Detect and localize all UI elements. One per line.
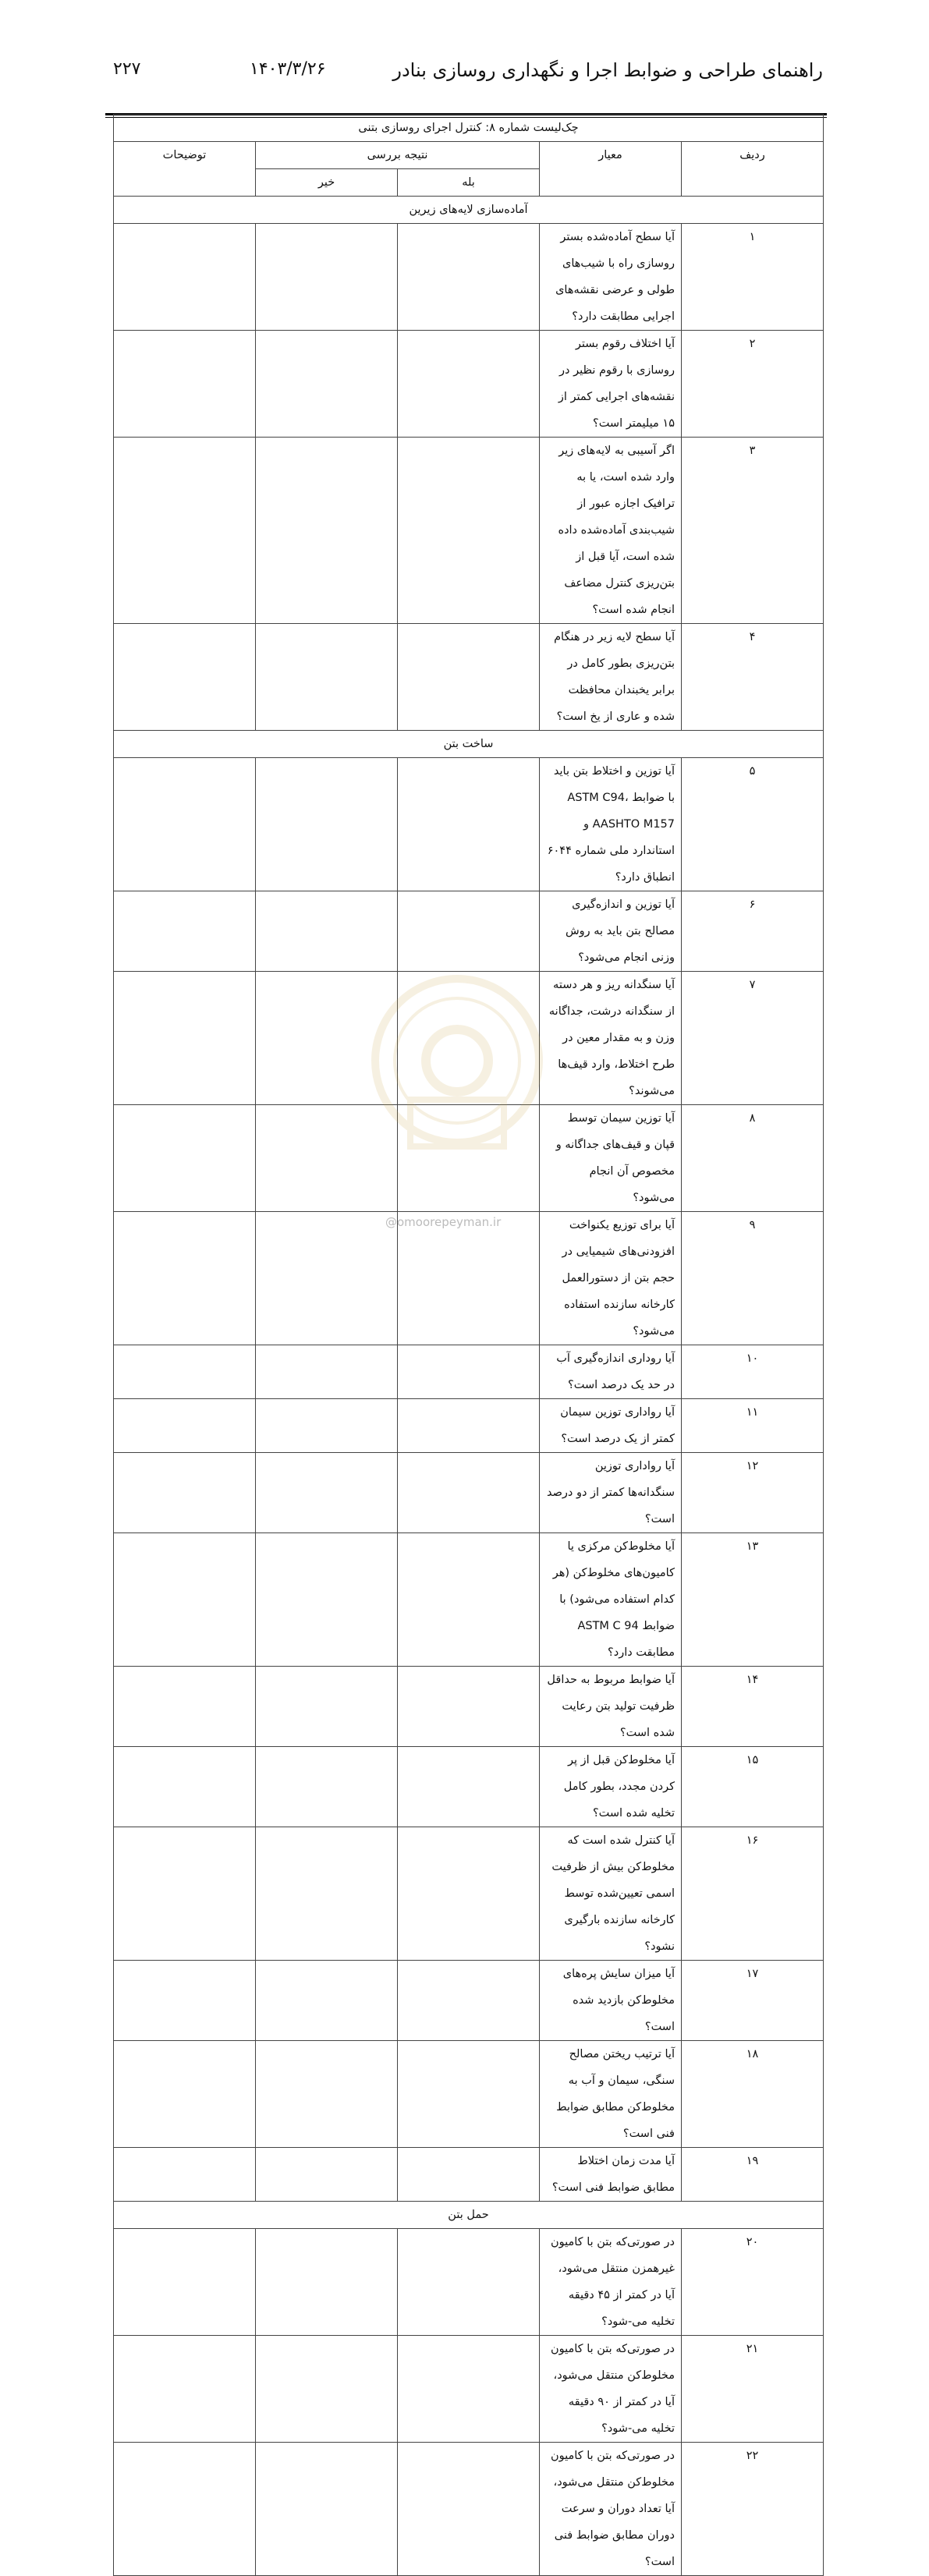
notes-cell[interactable]	[114, 1105, 256, 1212]
criterion-text: آیا سطح لایه زیر در هنگام بتن‌ریزی بطور کامل در برابر یخبندان محافظت شده و عاری از یخ است؟	[540, 624, 682, 731]
row-number: ۶	[682, 891, 824, 972]
no-checkbox-cell[interactable]	[256, 1747, 398, 1827]
checklist-table	[113, 114, 824, 2576]
no-checkbox-cell[interactable]	[256, 1453, 398, 1533]
section-row	[114, 731, 824, 758]
row-number: ۱۲	[682, 1453, 824, 1533]
yes-checkbox-cell[interactable]	[398, 438, 540, 624]
yes-checkbox-cell[interactable]	[398, 2443, 540, 2576]
no-checkbox-cell[interactable]	[256, 758, 398, 891]
criterion-text: آیا کنترل شده است که مخلوط‌کن بیش از ظرفیت اسمی تعیین‌شده توسط کارخانه سازنده بارگیری نشود؟	[540, 1827, 682, 1961]
notes-cell[interactable]	[114, 624, 256, 731]
notes-cell[interactable]	[114, 2148, 256, 2202]
criterion-text: آیا مخلوط‌کن مرکزی یا کامیون‌های مخلوط‌کن (هر کدام استفاده می‌شود) با ضوابط ASTM C 94 مطابقت دارد؟	[540, 1533, 682, 1667]
yes-checkbox-cell[interactable]	[398, 224, 540, 331]
yes-checkbox-cell[interactable]	[398, 624, 540, 731]
document-date: ۱۴۰۳/۳/۲۶	[250, 59, 326, 79]
no-checkbox-cell[interactable]	[256, 972, 398, 1105]
yes-checkbox-cell[interactable]	[398, 2336, 540, 2443]
criterion-text: آیا رواداری توزین سیمان کمتر از یک درصد است؟	[540, 1399, 682, 1453]
row-number: ۱۴	[682, 1667, 824, 1747]
table-row	[114, 1667, 824, 1747]
no-checkbox-cell[interactable]	[256, 224, 398, 331]
notes-cell[interactable]	[114, 2336, 256, 2443]
notes-cell[interactable]	[114, 1345, 256, 1399]
no-checkbox-cell[interactable]	[256, 1961, 398, 2041]
criterion-text: آیا مخلوط‌کن قبل از پر کردن مجدد، بطور کامل تخلیه شده است؟	[540, 1747, 682, 1827]
yes-checkbox-cell[interactable]	[398, 972, 540, 1105]
table-row	[114, 2148, 824, 2202]
table-row	[114, 758, 824, 891]
checklist-body	[114, 197, 824, 2576]
notes-cell[interactable]	[114, 1453, 256, 1533]
no-checkbox-cell[interactable]	[256, 1533, 398, 1667]
yes-checkbox-cell[interactable]	[398, 1533, 540, 1667]
table-row	[114, 1105, 824, 1212]
table-row	[114, 1345, 824, 1399]
yes-checkbox-cell[interactable]	[398, 1399, 540, 1453]
table-row	[114, 2041, 824, 2148]
yes-checkbox-cell[interactable]	[398, 758, 540, 891]
no-checkbox-cell[interactable]	[256, 1105, 398, 1212]
row-number: ۹	[682, 1212, 824, 1345]
criterion-text: آیا رواداری توزین سنگدانه‌ها کمتر از دو درصد است؟	[540, 1453, 682, 1533]
row-number: ۴	[682, 624, 824, 731]
no-checkbox-cell[interactable]	[256, 1399, 398, 1453]
page-header	[113, 55, 823, 94]
watermark-text: @omoorepeyman.ir	[385, 1215, 502, 1229]
row-number: ۱۳	[682, 1533, 824, 1667]
notes-cell[interactable]	[114, 1961, 256, 2041]
row-number: ۱	[682, 224, 824, 331]
no-checkbox-cell[interactable]	[256, 2041, 398, 2148]
yes-checkbox-cell[interactable]	[398, 1667, 540, 1747]
criterion-text: آیا توزین سیمان توسط قپان و قیف‌های جداگانه و مخصوص آن انجام می‌شود؟	[540, 1105, 682, 1212]
no-checkbox-cell[interactable]	[256, 2443, 398, 2576]
yes-checkbox-cell[interactable]	[398, 2229, 540, 2336]
table-row	[114, 438, 824, 624]
section-title: آماده‌سازی لایه‌های زیرین	[114, 197, 824, 224]
criterion-text: آیا برای توزیع یکنواخت افزودنی‌های شیمیایی در حجم بتن از دستورالعمل کارخانه سازنده استفاده می‌شود؟	[540, 1212, 682, 1345]
criterion-text: آیا روداری اندازه‌گیری آب در حد یک درصد است؟	[540, 1345, 682, 1399]
no-checkbox-cell[interactable]	[256, 2148, 398, 2202]
notes-cell[interactable]	[114, 1399, 256, 1453]
notes-cell[interactable]	[114, 1533, 256, 1667]
no-checkbox-cell[interactable]	[256, 1212, 398, 1345]
criterion-text: آیا اختلاف رقوم بستر روسازی با رقوم نظیر در نقشه‌های اجرایی کمتر از ۱۵ میلیمتر است؟	[540, 331, 682, 438]
criterion-text: آیا ترتیب ریختن مصالح سنگی، سیمان و آب به مخلوط‌کن مطابق ضوابط فنی است؟	[540, 2041, 682, 2148]
table-row	[114, 1212, 824, 1345]
row-number: ۱۵	[682, 1747, 824, 1827]
yes-checkbox-cell[interactable]	[398, 1747, 540, 1827]
column-header-row-no: ردیف	[682, 142, 824, 197]
table-row	[114, 891, 824, 972]
table-row	[114, 331, 824, 438]
table-row	[114, 2443, 824, 2576]
row-number: ۱۸	[682, 2041, 824, 2148]
notes-cell[interactable]	[114, 1212, 256, 1345]
criterion-text: آیا سنگدانه ریز و هر دسته از سنگدانه درشت، جداگانه وزن و به مقدار معین در طرح اختلاط، وارد قیف‌ها می‌شوند؟	[540, 972, 682, 1105]
row-number: ۱۱	[682, 1399, 824, 1453]
row-number: ۸	[682, 1105, 824, 1212]
no-checkbox-cell[interactable]	[256, 1667, 398, 1747]
table-row	[114, 1533, 824, 1667]
row-number: ۱۰	[682, 1345, 824, 1399]
document-title: راهنمای طراحی و ضوابط اجرا و نگهداری روسازی بنادر	[392, 59, 823, 81]
notes-cell[interactable]	[114, 972, 256, 1105]
yes-checkbox-cell[interactable]	[398, 1105, 540, 1212]
no-checkbox-cell[interactable]	[256, 2229, 398, 2336]
row-number: ۳	[682, 438, 824, 624]
row-number: ۲	[682, 331, 824, 438]
column-header-no: خیر	[256, 169, 398, 197]
yes-checkbox-cell[interactable]	[398, 1827, 540, 1961]
criterion-text: آیا میزان سایش پره‌های مخلوط‌کن بازدید شده است؟	[540, 1961, 682, 2041]
checklist-title: چک‌لیست شماره ۸: کنترل اجرای روسازی بتنی	[114, 115, 824, 142]
table-row	[114, 1747, 824, 1827]
yes-checkbox-cell[interactable]	[398, 891, 540, 972]
notes-cell[interactable]	[114, 891, 256, 972]
section-row	[114, 197, 824, 224]
no-checkbox-cell[interactable]	[256, 438, 398, 624]
no-checkbox-cell[interactable]	[256, 331, 398, 438]
section-row	[114, 2202, 824, 2229]
yes-checkbox-cell[interactable]	[398, 1212, 540, 1345]
yes-checkbox-cell[interactable]	[398, 2148, 540, 2202]
column-header-notes: توضیحات	[114, 142, 256, 197]
row-number: ۵	[682, 758, 824, 891]
yes-checkbox-cell[interactable]	[398, 1453, 540, 1533]
yes-checkbox-cell[interactable]	[398, 2041, 540, 2148]
table-row	[114, 2229, 824, 2336]
table-row	[114, 1453, 824, 1533]
criterion-text: آیا ضوابط مربوط به حداقل ظرفیت تولید بتن رعایت شده است؟	[540, 1667, 682, 1747]
yes-checkbox-cell[interactable]	[398, 1961, 540, 2041]
row-number: ۲۲	[682, 2443, 824, 2576]
row-number: ۱۷	[682, 1961, 824, 2041]
yes-checkbox-cell[interactable]	[398, 331, 540, 438]
yes-checkbox-cell[interactable]	[398, 1345, 540, 1399]
table-row	[114, 224, 824, 331]
row-number: ۲۱	[682, 2336, 824, 2443]
criterion-text: در صورتی‌که بتن با کامیون مخلوط‌کن منتقل می‌شود، آیا در کمتر از ۹۰ دقیقه تخلیه می-شود؟	[540, 2336, 682, 2443]
no-checkbox-cell[interactable]	[256, 891, 398, 972]
table-row	[114, 972, 824, 1105]
section-title: ساخت بتن	[114, 731, 824, 758]
no-checkbox-cell[interactable]	[256, 2336, 398, 2443]
row-number: ۷	[682, 972, 824, 1105]
criterion-text: در صورتی‌که بتن با کامیون مخلوط‌کن منتقل می‌شود، آیا تعداد دوران و سرعت دوران مطابق ضوابط فنی است؟	[540, 2443, 682, 2576]
notes-cell[interactable]	[114, 2443, 256, 2576]
no-checkbox-cell[interactable]	[256, 624, 398, 731]
page-number: ۲۲۷	[113, 59, 141, 79]
table-row	[114, 1961, 824, 2041]
notes-cell[interactable]	[114, 758, 256, 891]
criterion-text: آیا مدت زمان اختلاط مطابق ضوابط فنی است؟	[540, 2148, 682, 2202]
criterion-text: آیا توزین و اندازه‌گیری مصالح بتن باید به روش وزنی انجام می‌شود؟	[540, 891, 682, 972]
notes-cell[interactable]	[114, 438, 256, 624]
notes-cell[interactable]	[114, 1827, 256, 1961]
table-row	[114, 1399, 824, 1453]
notes-cell[interactable]	[114, 2229, 256, 2336]
no-checkbox-cell[interactable]	[256, 1345, 398, 1399]
column-header-criterion: معیار	[540, 142, 682, 197]
section-title: حمل بتن	[114, 2202, 824, 2229]
notes-cell[interactable]	[114, 1667, 256, 1747]
notes-cell[interactable]	[114, 331, 256, 438]
column-header-result: نتیجه بررسی	[256, 142, 540, 169]
notes-cell[interactable]	[114, 224, 256, 331]
table-row	[114, 624, 824, 731]
notes-cell[interactable]	[114, 1747, 256, 1827]
table-row	[114, 2336, 824, 2443]
criterion-text: در صورتی‌که بتن با کامیون غیرهمزن منتقل می‌شود، آیا در کمتر از ۴۵ دقیقه تخلیه می-شود؟	[540, 2229, 682, 2336]
no-checkbox-cell[interactable]	[256, 1827, 398, 1961]
row-number: ۲۰	[682, 2229, 824, 2336]
criterion-text: آیا سطح آماده‌شده بستر روسازی راه با شیب‌های طولی و عرضی نقشه‌های اجرایی مطابقت دارد؟	[540, 224, 682, 331]
table-row	[114, 1827, 824, 1961]
row-number: ۱۹	[682, 2148, 824, 2202]
criterion-text: اگر آسیبی به لایه‌های زیر وارد شده است، یا به ترافیک اجازه عبور از شیب‌بندی آماده‌شده داده شده است، آیا قبل از بتن‌ریزی کنترل مضاعف انجام شده است؟	[540, 438, 682, 624]
notes-cell[interactable]	[114, 2041, 256, 2148]
row-number: ۱۶	[682, 1827, 824, 1961]
criterion-text: آیا توزین و اختلاط بتن باید با ضوابط ASTM C94، AASHTO M157 و استاندارد ملی شماره ۶۰۴۴ انطباق دارد؟	[540, 758, 682, 891]
column-header-yes: بله	[398, 169, 540, 197]
